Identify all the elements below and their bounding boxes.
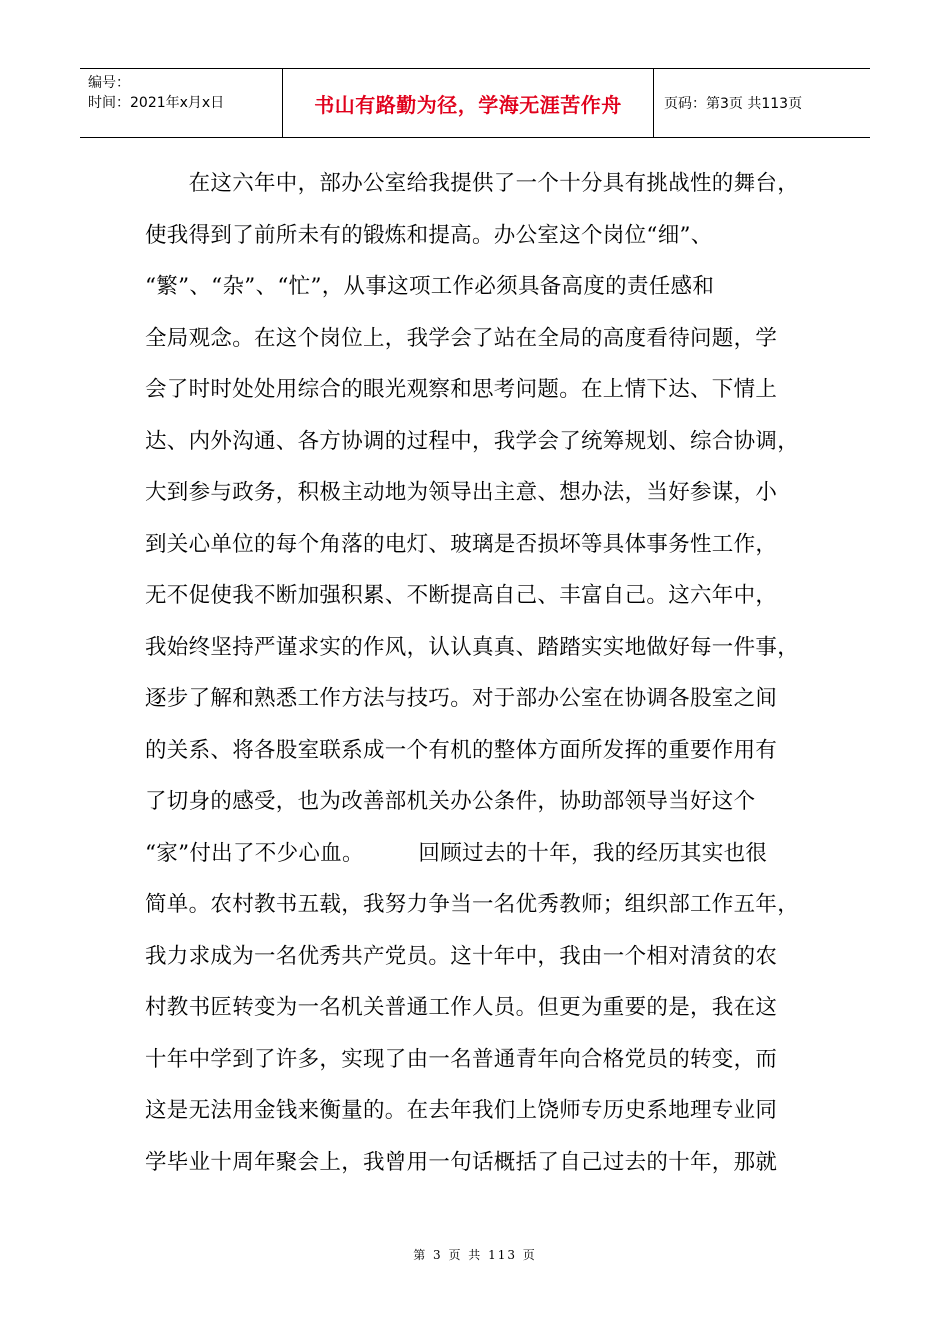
body-line: “家”付出了不少心血。 回顾过去的十年，我的经历其实也很	[145, 840, 768, 866]
header-meta	[80, 69, 283, 137]
body-line: 学毕业十周年聚会上，我曾用一句话概括了自己过去的十年，那就	[145, 1149, 778, 1175]
header-motto-cell	[283, 69, 654, 137]
body-line: 在这六年中，部办公室给我提供了一个十分具有挑战性的舞台，	[145, 171, 800, 196]
body-line: 全局观念。在这个岗位上，我学会了站在全局的高度看待问题，学	[145, 325, 778, 351]
body-line: 无不促使我不断加强积累、不断提高自己、丰富自己。这六年中，	[145, 583, 778, 608]
body-line: 我始终坚持严谨求实的作风，认认真真、踏踏实实地做好每一件事，	[145, 634, 800, 660]
page-footer: 第 3 页 共 113 页	[413, 1248, 537, 1262]
body-line: 的关系、将各股室联系成一个有机的整体方面所发挥的重要作用有	[145, 737, 778, 763]
body-line: 达、内外沟通、各方协调的过程中，我学会了统筹规划、综合协调，	[145, 428, 800, 454]
body-line: 十年中学到了许多，实现了由一名普通青年向合格党员的转变，而	[145, 1046, 778, 1072]
document-header	[80, 68, 870, 138]
body-line: 会了时时处处用综合的眼光观察和思考问题。在上情下达、下情上	[145, 377, 778, 402]
header-page-info-cell	[654, 69, 870, 137]
body-line: 简单。农村教书五载，我努力争当一名优秀教师；组织部工作五年，	[145, 892, 800, 917]
body-line: “繁”、“杂”、“忙”，从事这项工作必须具备高度的责任感和	[145, 274, 715, 299]
body-line: 村教书匠转变为一名机关普通工作人员。但更为重要的是，我在这	[145, 995, 778, 1020]
body-line: 这是无法用金钱来衡量的。在去年我们上饶师专历史系地理专业同	[145, 1098, 778, 1123]
body-line: 大到参与政务，积极主动地为领导出主意、想办法，当好参谋，小	[145, 480, 778, 505]
document-number-label: 编号：	[88, 75, 130, 91]
body-line: 了切身的感受，也为改善部机关办公条件，协助部领导当好这个	[145, 789, 756, 814]
document-date: 时间：2021年x月x日	[88, 95, 225, 111]
document-body	[145, 158, 810, 1188]
header-motto: 书山有路勤为径，学海无涯苦作舟	[314, 92, 622, 117]
body-line: 我力求成为一名优秀共产党员。这十年中，我由一个相对清贫的农	[145, 943, 778, 969]
body-line: 到关心单位的每个角落的电灯、玻璃是否损坏等具体事务性工作，	[145, 531, 778, 557]
body-line: 使我得到了前所未有的锻炼和提高。办公室这个岗位“细”、	[145, 222, 713, 248]
body-line: 逐步了解和熟悉工作方法与技巧。对于部办公室在协调各股室之间	[145, 686, 778, 711]
header-page-info: 页码：第3页 共113页	[664, 96, 803, 112]
